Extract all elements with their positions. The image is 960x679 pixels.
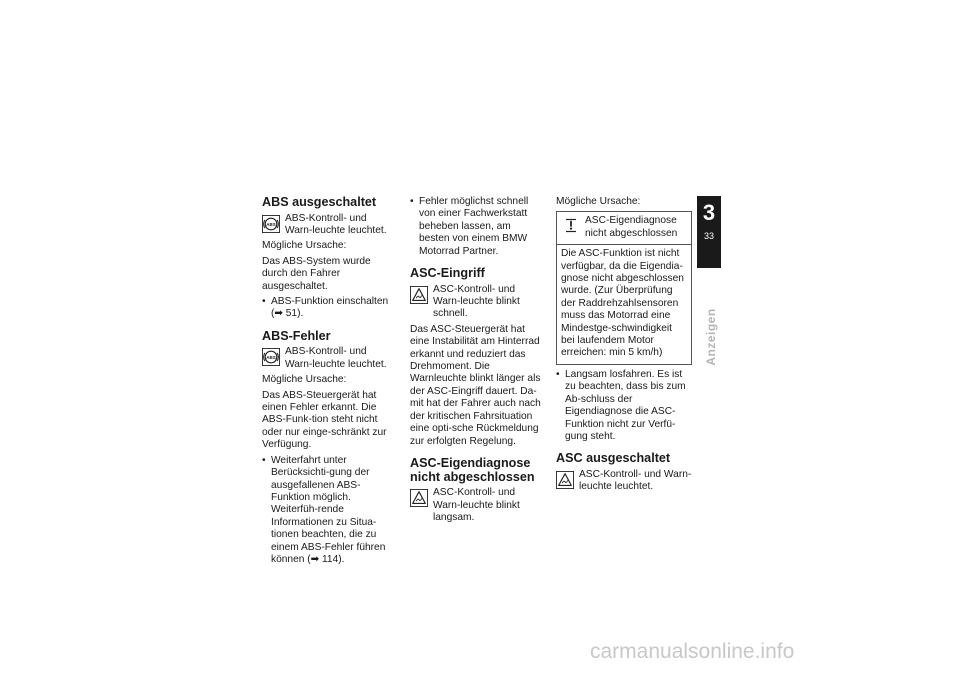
list-item: • Langsam losfahren. Es ist zu beachten, dass bis zum Ab-schluss der Eigendiagnose die ASC-Funktion nicht zur Verfü-gung steht.: [556, 369, 692, 443]
heading-abs-off: ABS ausgeschaltet: [262, 195, 377, 209]
cause-label: Mögliche Ursache:: [262, 374, 347, 386]
watermark: carmanualsonline.info: [590, 640, 795, 663]
chapter-tab: [697, 196, 721, 268]
info-box-body: Die ASC-Funktion ist nicht verfügbar, da die Eigendia-gnose nicht abgeschlossen wurde. (Zur Überprüfung der Raddrehzahlsensoren muss das Motorrad eine Mindestge-schwindigkeit bei laufendem Motor erreichen: min 5 km/h): [561, 248, 684, 359]
abs-warning-icon: [262, 348, 280, 366]
chapter-label-text: Anzeigen: [704, 308, 718, 366]
bullet-list: [556, 369, 692, 443]
indicator-asc-diag: [410, 487, 542, 524]
bullet-list: [262, 296, 394, 321]
asc-warning-icon: [556, 471, 574, 489]
indicator-text: ABS-Kontroll- und Warn-leuchte leuchtet.: [285, 346, 387, 370]
heading-asc-diag: ASC-Eigendiagnose nicht abgeschlossen: [410, 455, 535, 484]
bullet-list: [262, 455, 394, 567]
indicator-text: ABS-Kontroll- und Warn-leuchte leuchtet.: [285, 212, 387, 236]
list-item: • Weiterfahrt unter Berücksichti-gung der ausgefallenen ABS-Funktion möglich. Weiterfüh-rende Informationen zu Situa-tionen beachten, die zu einem ABS-Fehler führen können (➡ 114).: [262, 455, 394, 567]
cause-text: Das ABS-System wurde durch den Fahrer ausgeschaltet.: [262, 255, 371, 292]
cause-label: Mögliche Ursache:: [556, 196, 641, 207]
indicator-text: ASC-Kontroll- und Warn-leuchte leuchtet.: [579, 468, 692, 493]
column-3: [556, 196, 692, 497]
indicator-asc-off: [556, 469, 692, 494]
cause-text: Das ABS-Steuergerät hat einen Fehler erkannt. Die ABS-Funk-tion steht nicht oder nur einge-schränkt zur Verfügung.: [262, 389, 387, 451]
svg-text:ABS: ABS: [266, 355, 276, 361]
asc-warning-icon: [410, 489, 428, 507]
column-2: [410, 196, 542, 527]
indicator-text: ASC-Kontroll- und Warn-leuchte blinkt langsam.: [433, 487, 520, 523]
heading-asc-intervention: ASC-Eingriff: [410, 266, 485, 281]
heading-abs-fault: ABS-Fehler: [262, 328, 331, 343]
list-item: • ABS-Funktion einschalten (➡ 51).: [262, 296, 394, 321]
svg-text:ABS: ABS: [266, 221, 276, 227]
cause-label: Mögliche Ursache:: [262, 240, 347, 252]
info-box: [556, 211, 692, 364]
indicator-asc-intervention: [410, 284, 542, 321]
chapter-number: 3: [702, 200, 716, 225]
info-icon: [563, 217, 579, 233]
body-text: Das ASC-Steuergerät hat eine Instabilität am Hinterrad erkannt und reduziert das Drehmoment. Die Warnleuchte blinkt länger als der ASC-Eingriff dauert. Da-mit hat der Fahrer auch nach der kritischen Fahrsituation eine opti-sche Rückmeldung zur erfolgten Regelung.: [410, 323, 541, 447]
indicator-text: ASC-Kontroll- und Warn-leuchte blinkt schnell.: [433, 283, 520, 320]
list-item: • Fehler möglichst schnell von einer Fachwerkstatt beheben lassen, am besten von einem BMW Motorrad Partner.: [410, 196, 542, 258]
abs-warning-icon: [262, 215, 280, 233]
bullet-list: [410, 196, 542, 258]
page-number: 33: [703, 231, 714, 241]
indicator-abs-fault: [262, 346, 394, 371]
asc-warning-icon: [410, 286, 428, 304]
indicator-abs-off: [262, 213, 394, 238]
heading-asc-off: ASC ausgeschaltet: [556, 451, 671, 466]
column-1: [262, 196, 394, 569]
info-box-header: [557, 212, 691, 245]
info-box-title: ASC-Eigendiagnose nicht abgeschlossen: [585, 215, 678, 239]
